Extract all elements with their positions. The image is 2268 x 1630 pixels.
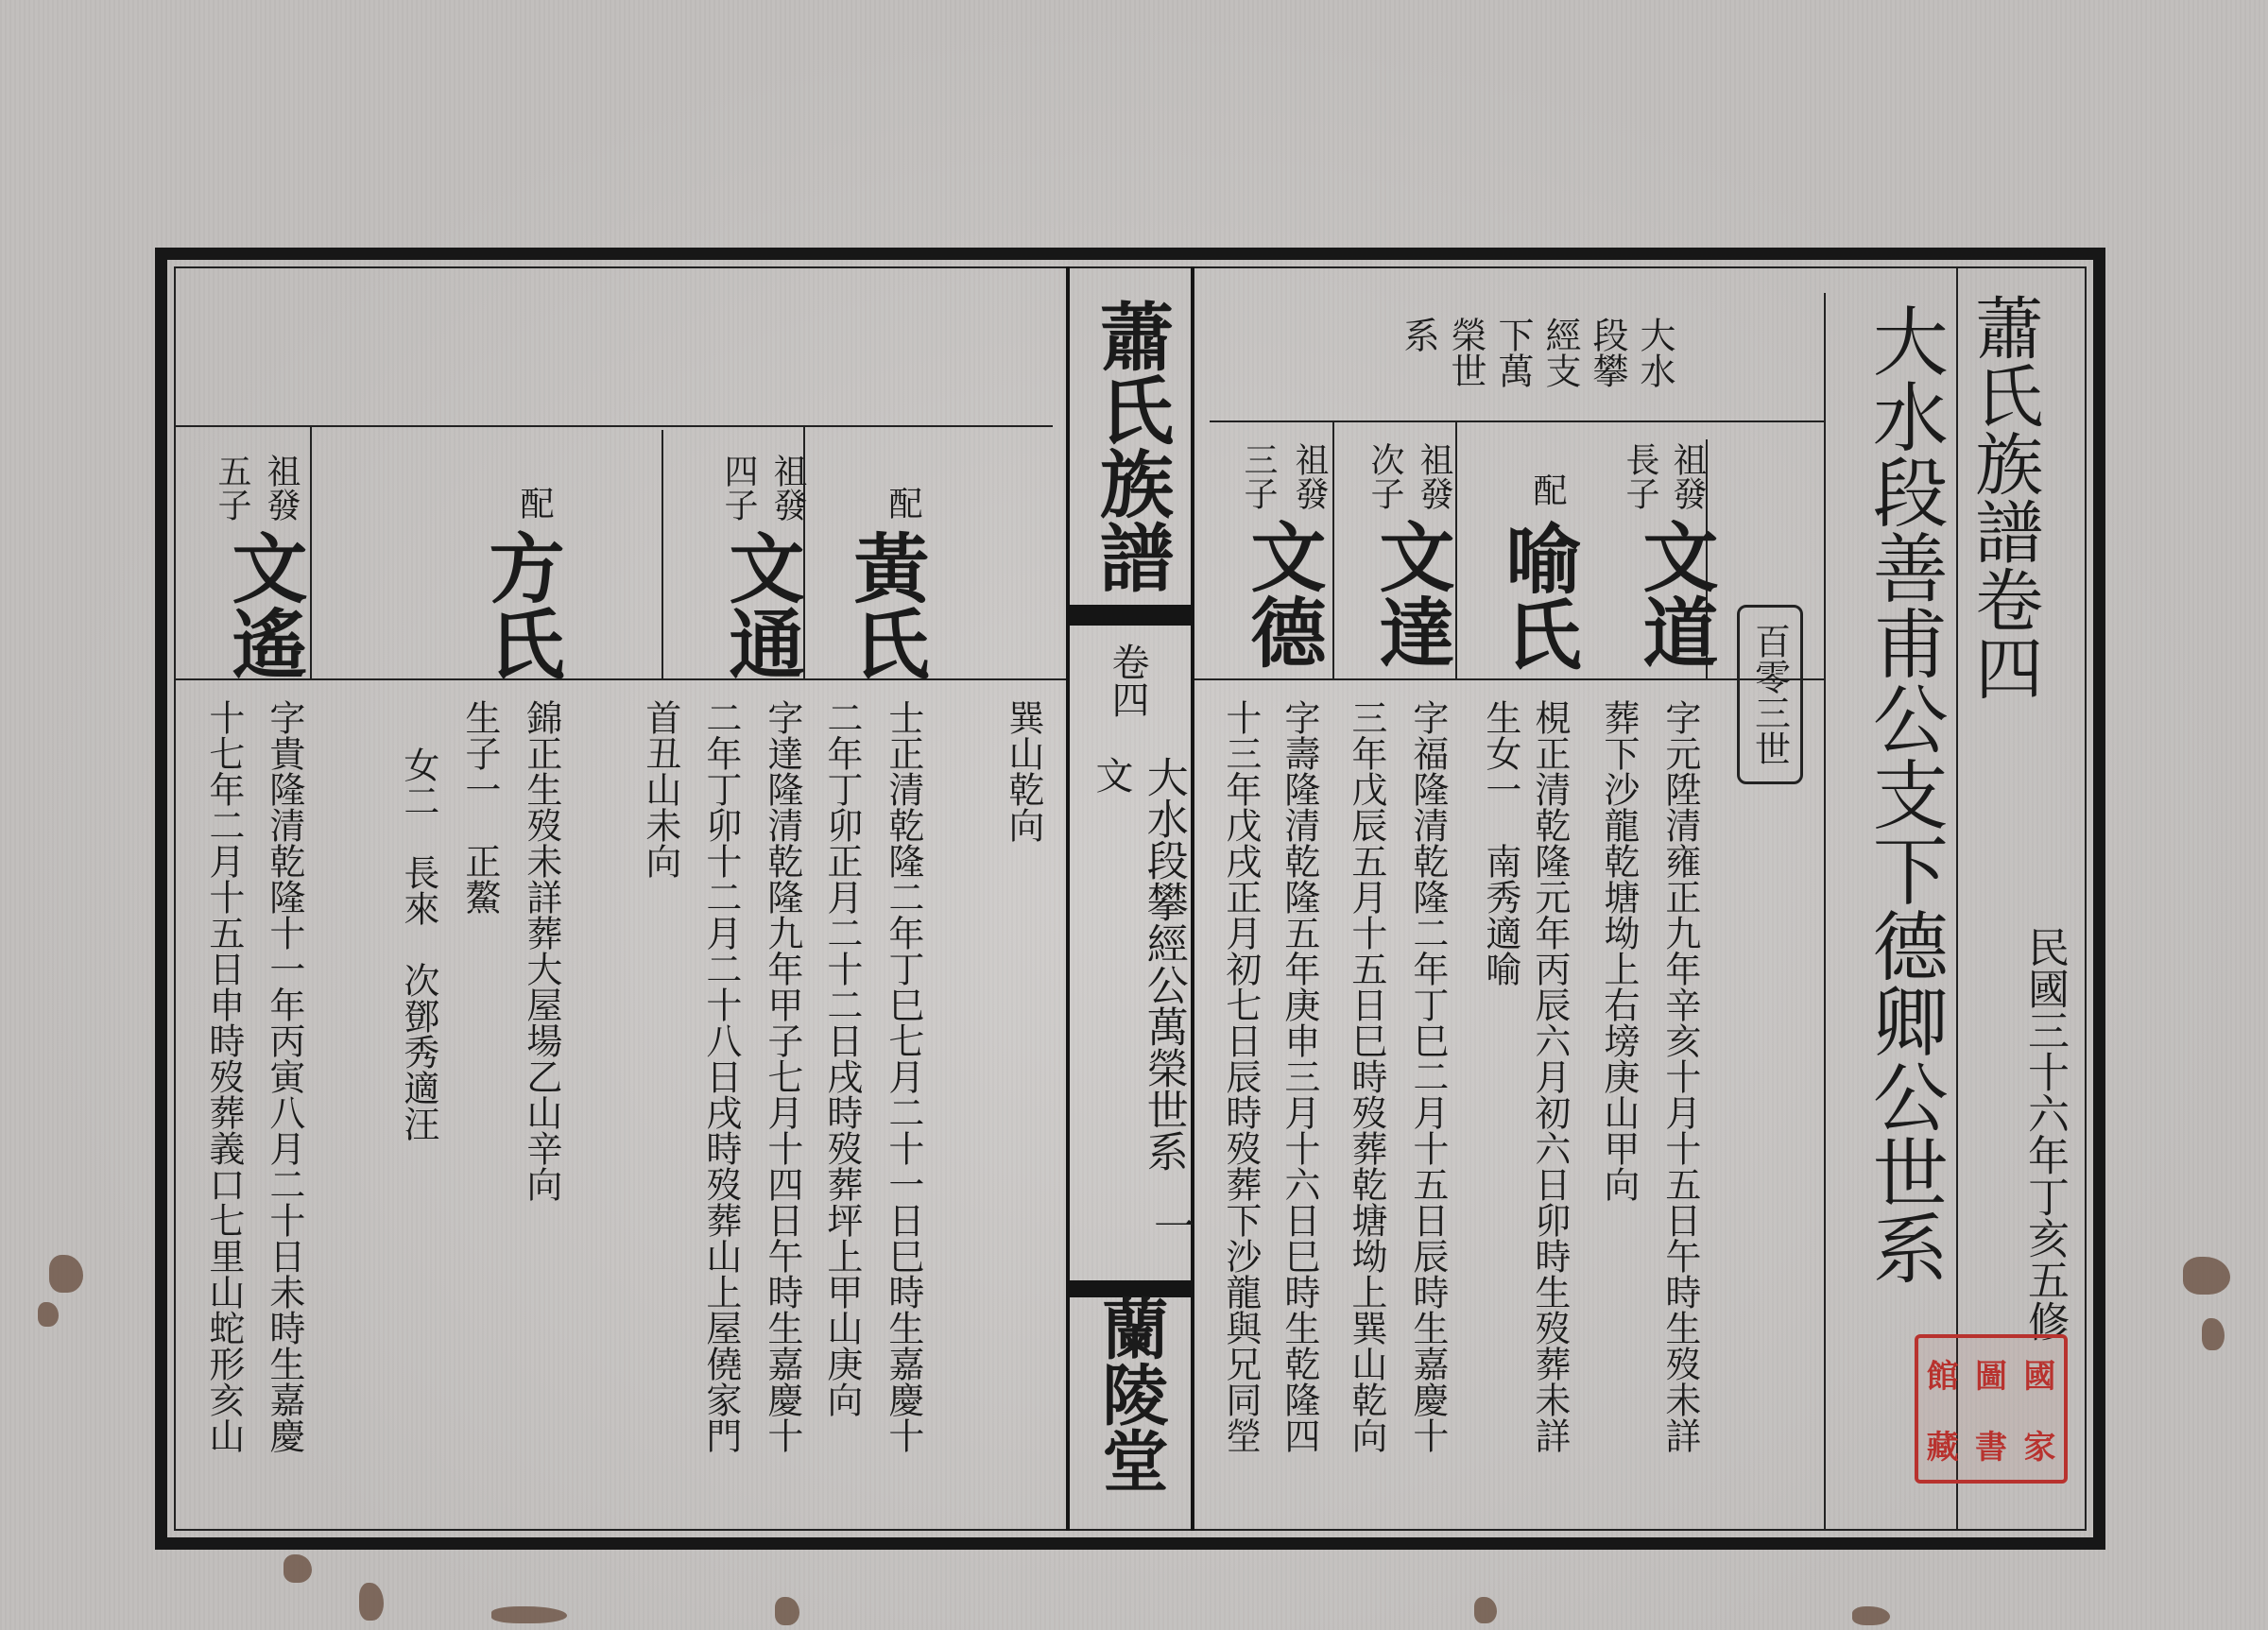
- paper-stain: [284, 1554, 312, 1583]
- spine-section: 文: [1090, 756, 1133, 794]
- person-relation-line: 祖發: [1415, 442, 1453, 510]
- person-record-line: 字達隆清乾隆九年甲子七月十四日午時生嘉慶十: [761, 699, 803, 1453]
- person-record-line: 生子一 正鰲: [458, 699, 501, 915]
- person-relation-line: 配: [515, 486, 554, 520]
- person-relation-line: 配: [1528, 472, 1567, 506]
- paper-stain: [1474, 1597, 1497, 1623]
- person-name: 方氏: [476, 529, 565, 680]
- paper-stain: [49, 1255, 83, 1293]
- person-record-line: 生女一 南秀適喻: [1479, 699, 1521, 987]
- person-relation-line: 四子: [719, 454, 758, 522]
- person-record-line: 字元陞清雍正九年辛亥十月十五日午時生歿未詳: [1658, 699, 1701, 1453]
- paper-stain: [775, 1597, 799, 1625]
- person-record-line: 二年丁卯十二月二十八日戌時歿葬山上屋僥家門: [699, 699, 742, 1453]
- spine-title: 蕭氏族譜: [1088, 299, 1174, 593]
- branch-header-5: 榮世: [1445, 317, 1486, 388]
- person-relation-line: 次子: [1366, 442, 1404, 510]
- paper-stain: [1852, 1606, 1890, 1625]
- person-record-line: 十七年二月十五日申時歿葬義口七里山蛇形亥山: [202, 699, 245, 1453]
- spine-upper-fishtail: [1066, 605, 1194, 626]
- margin-title: 蕭氏族譜卷四: [1964, 293, 2044, 701]
- person-record-line: 二年丁卯正月二十二日戌時歿葬坪上甲山庚向: [820, 699, 863, 1417]
- person-record-line: 梘正清乾隆元年丙辰六月初六日卯時生歿葬未詳: [1528, 699, 1571, 1453]
- person-name: 文通: [716, 529, 805, 680]
- person-record-line: 三年戊辰五月十五日巳時歿葬乾塘坳上巽山乾向: [1345, 699, 1387, 1453]
- person-name: 文遙: [219, 529, 308, 680]
- person-record-line: 字壽隆清乾隆五年庚申三月十六日巳時生乾隆四: [1278, 699, 1320, 1453]
- person-relation-line: 三子: [1239, 442, 1278, 510]
- person-name: 文德: [1238, 518, 1327, 669]
- person-record-line: 錦正生歿未詳葬大屋場乙山辛向: [520, 699, 562, 1202]
- branch-header-2: 段攀: [1587, 317, 1628, 388]
- generation-marker-box: [1737, 605, 1803, 784]
- person-name: 文道: [1630, 518, 1719, 669]
- spine-volume: 卷四: [1106, 643, 1149, 718]
- spine-page-number: 一: [1146, 1205, 1194, 1246]
- branch-header-6: 系: [1398, 317, 1439, 352]
- person-record-line: 女二 長來 次鄧秀適汪: [397, 746, 439, 1141]
- person-name: 黃氏: [841, 529, 930, 680]
- person-relation-line: 長子: [1621, 442, 1659, 510]
- person-record-line: 十三年戊戌正月初七日辰時歿葬下沙龍與兄同塋: [1219, 699, 1262, 1453]
- column-divider-5: [662, 430, 663, 680]
- person-relation-line: 五子: [213, 454, 251, 522]
- person-record-line: 巽山乾向: [1002, 699, 1044, 843]
- edition-note: 民國三十六年丁亥五修: [2020, 926, 2070, 1342]
- library-seal-stamp: 館 圖 國 藏 書 家: [1915, 1334, 2068, 1484]
- right-body-divider: [1193, 678, 1824, 680]
- branch-header-4: 下萬: [1492, 317, 1534, 388]
- person-relation-line: 祖發: [262, 454, 301, 522]
- spine-branch-line: 大水段攀經公萬榮世系: [1139, 756, 1188, 1172]
- person-record-line: 士正清乾隆二年丁巳七月二十一日巳時生嘉慶十: [882, 699, 924, 1453]
- title-divider: [1824, 293, 1826, 1531]
- person-record-line: 字貴隆清乾隆十一年丙寅八月二十日未時生嘉慶: [263, 699, 305, 1453]
- paper-stain: [38, 1302, 59, 1327]
- person-record-line: 葬下沙龍乾塘坳上右塝庚山甲向: [1597, 699, 1640, 1202]
- left-header-divider: [174, 425, 1053, 427]
- right-header-divider: [1210, 420, 1824, 422]
- main-title: 大水段善甫公支下德卿公世系: [1860, 302, 1949, 1285]
- person-record-line: 首丑山未向: [639, 699, 681, 879]
- person-record-line: 字福隆清乾隆二年丁巳二月十五日辰時生嘉慶十: [1406, 699, 1449, 1453]
- person-relation-line: 祖發: [768, 454, 807, 522]
- person-relation-line: 祖發: [1290, 442, 1329, 510]
- paper-stain: [491, 1606, 567, 1623]
- spine-hall-name: 蘭陵堂: [1091, 1295, 1170, 1493]
- paper-stain: [2183, 1257, 2230, 1295]
- branch-header-1: 大水: [1634, 317, 1675, 388]
- paper-stain: [359, 1583, 384, 1621]
- person-relation-line: 配: [884, 486, 922, 520]
- person-relation-line: 祖發: [1668, 442, 1707, 510]
- person-name: 喻氏: [1493, 520, 1582, 671]
- branch-header-3: 經支: [1539, 317, 1581, 388]
- person-name: 文達: [1366, 518, 1455, 669]
- generation-marker: 百零三世: [1748, 623, 1791, 766]
- paper-stain: [2202, 1318, 2225, 1350]
